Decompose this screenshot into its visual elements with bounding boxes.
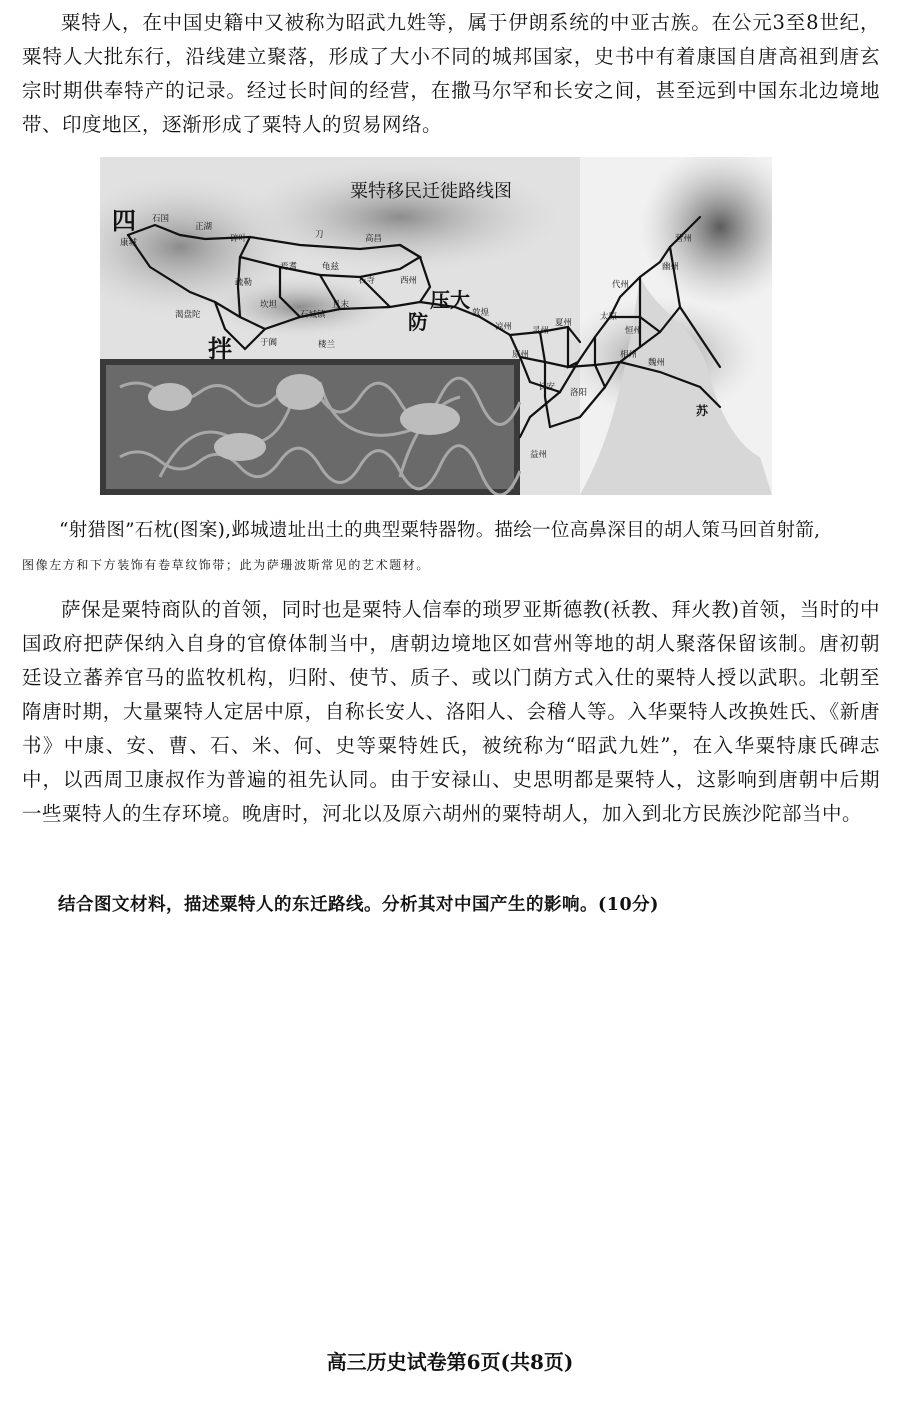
map-place-label: 石国 [152,214,170,224]
map-place-label: 长安 [538,382,556,392]
map-place-label: 康城 [120,238,138,248]
map-place-label: 恒州 [625,326,643,336]
map-place-label: 渴盘陀 [175,310,201,320]
sabao-paragraph: 萨保是粟特商队的首领，同时也是粟特人信奉的琐罗亚斯德教(袄教、拜火教)首领，当时的中国政府把萨保纳入自身的官僚体制当中，唐朝边境地区如营州等地的胡人聚落保留该制。唐初朝廷设立蕃养官马的监牧机构，归附、使节、质子、或以门荫方式入仕的粟特人授以武职。北朝至隋唐时期，大量粟特人定居中原，自称长安人、洛阳人、会稽人等。入华粟特人改换姓氏、《新唐书》中康、安、曹、石、米、何、史等粟特姓氏，被统称为“昭武九姓”，在入华粟特康氏碑志中，以西周卫康叔作为普遍的祖先认同。由于安禄山、史思明都是粟特人，这影响到唐朝中后期一些粟特人的生存环境。晚唐时，河北以及原六胡州的粟特胡人，加入到北方民族沙陀部当中。 [22,598,880,825]
map-place-label: 西州 [400,276,418,286]
map-place-label: 正湖 [195,222,213,232]
page-footer: 高三历史试卷第6页(共8页) [326,1350,574,1374]
map-place-label: 魏州 [648,358,666,368]
map-place-label: 苏 [696,404,709,418]
map-place-label: 相州 [620,350,638,360]
map-place-label: 且末 [332,300,350,310]
intro-paragraph: 粟特人，在中国史籍中又被称为昭武九姓等，属于伊朗系统的中亚古族。在公元3至8世纪，粟特人大批东行，沿线建立聚落，形成了大小不同的城邦国家，史书中有着康国自唐高祖到唐玄宗时期供奉特产的记录。经过长时间的经营，在撒马尔罕和长安之间，甚至远到中国东北边境地带、印度地区，逐渐形成了粟特人的贸易网络。 [22,11,880,136]
map-place-label: 益州 [530,450,548,460]
map-label-big: 拌 [208,335,232,363]
map-place-label: 楼兰 [318,340,336,350]
map-place-label: 幽州 [662,262,680,272]
map-place-label: 夏州 [555,318,573,328]
map-place-label: 于阗 [260,338,278,348]
map-title: 粟特移民迁徙路线图 [350,181,512,202]
map-label-big: 四 [112,207,136,235]
map-place-label: 石寺 [358,276,376,286]
map-place-label: 龟兹 [322,262,340,272]
map-place-label: 坎坦 [260,300,278,310]
map-place-label: 灵州 [532,326,550,336]
map-place-label: 洛阳 [570,388,588,398]
map-place-label: 石城镇 [300,310,326,320]
migration-map-figure [100,157,772,495]
map-place-label: 敦煌 [472,308,490,318]
map-label-big: 防 [408,310,428,334]
map-place-label: 太原 [600,312,618,322]
map-place-label: 原州 [512,350,530,360]
map-place-label: 凉州 [495,322,513,332]
figure-caption: “射猎图”石枕(图案),邺城遗址出土的典型粟特器物。描绘一位高鼻深目的胡人策马回首射箭, [59,520,821,541]
question-prompt: 结合图文材料，描述粟特人的东迁路线。分析其对中国产生的影响。(10分) [58,895,659,915]
map-label-big: 压大 [430,288,470,312]
map-place-label: 代州 [612,280,630,290]
map-place-label: 营州 [675,234,693,244]
map-place-label: 疏勒 [235,278,253,288]
map-place-label: 焉耆 [280,262,298,272]
map-place-label: 碎叶 [230,234,248,244]
figure-caption-note: 图像左方和下方装饰有卷草纹饰带；此为萨珊波斯常见的艺术题材。 [22,558,431,572]
map-place-label: 刀 [315,230,324,240]
map-place-label: 高昌 [365,234,383,244]
